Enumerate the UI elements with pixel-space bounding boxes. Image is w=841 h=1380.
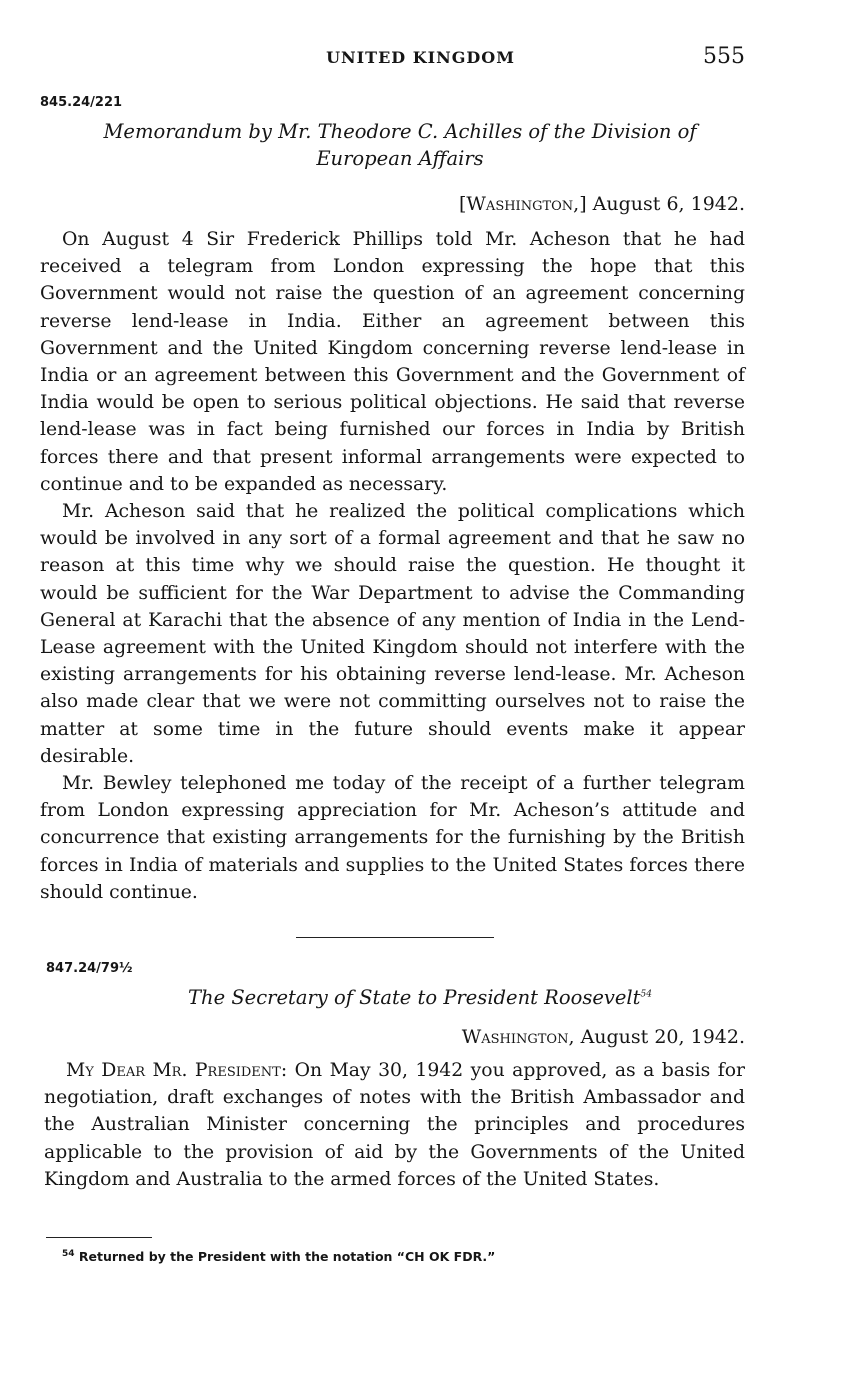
dateline-1	[459, 193, 745, 215]
running-header: UNITED KINGDOM	[326, 48, 515, 67]
memorandum-paragraph-1: On August 4 Sir Frederick Phillips told Mr. Acheson that he had received a telegram from London expressing the hope that this Government would not raise the question of an agreement concerning reverse lend-lease in India. Either an agreement between this Government and the United Kingdom concerning reverse lend-lease in India or an agreement between this Government and the Government of India would be open to serious political objections. He said that reverse lend-lease was in fact being furnished our forces in India by British forces there and that present informal arrangements were expected to continue and to be expanded as necessary.	[40, 229, 745, 495]
file-number-2: 847.24/79½	[46, 961, 133, 976]
dateline-2	[462, 1026, 745, 1048]
letter-salutation: My Dear Mr. President:	[66, 1060, 288, 1081]
section-divider	[296, 937, 494, 938]
letter-title-text: The Secretary of State to President Roosevelt	[188, 986, 641, 1009]
memorandum-title-line-1: Memorandum by Mr. Theodore C. Achilles of the Division of	[103, 120, 697, 143]
letter-paragraph	[44, 1057, 745, 1193]
file-number-1: 845.24/221	[40, 95, 123, 110]
dateline-2-date: August 20, 1942.	[580, 1026, 745, 1048]
memorandum-paragraph-2: Mr. Acheson said that he realized the political complications which would be involved in any sort of a formal agreement and that he saw no reason at this time why we should raise the question. He thought it would be sufficient for the War Department to advise the Commanding General at Karachi that the absence of any mention of India in the Lend-Lease agreement with the United Kingdom should not interfere with the existing arrangements for his obtaining reverse lend-lease. Mr. Acheson also made clear that we were not committing ourselves not to raise the matter at some time in the future should events make it appear desirable.	[40, 501, 745, 767]
dateline-1-date: August 6, 1942.	[592, 193, 745, 215]
footnote-number: 54	[62, 1248, 75, 1259]
footnote-text: Returned by the President with the notation “CH OK FDR.”	[78, 1249, 496, 1264]
letter-title	[40, 984, 800, 1011]
letter-body	[44, 1057, 745, 1193]
page-number: 555	[703, 44, 745, 69]
dateline-2-place: Washington,	[461, 1026, 575, 1048]
footnote	[62, 1249, 495, 1264]
memorandum-body	[40, 226, 745, 906]
memorandum-title-line-2: European Affairs	[316, 147, 484, 170]
letter-paragraph-text: On May 30, 1942 you approved, as a basis for negotiation, draft exchanges of notes with the British Ambassador and the Australian Minister concerning the principles and procedures applicable to the provision of aid by the Governments of the United Kingdom and Australia to the armed forces of the United States.	[44, 1060, 745, 1190]
letter-title-footnote-ref: 54	[640, 989, 652, 1000]
dateline-1-place: [Washington,]	[458, 193, 587, 215]
memorandum-paragraph-3: Mr. Bewley telephoned me today of the receipt of a further telegram from London expressing appreciation for Mr. Acheson’s attitude and concurrence that existing arrangements for the furnishing by the British forces in India of materials and supplies to the United States forces there should continue.	[40, 773, 745, 903]
footnote-rule	[46, 1237, 152, 1238]
memorandum-title	[40, 118, 760, 172]
